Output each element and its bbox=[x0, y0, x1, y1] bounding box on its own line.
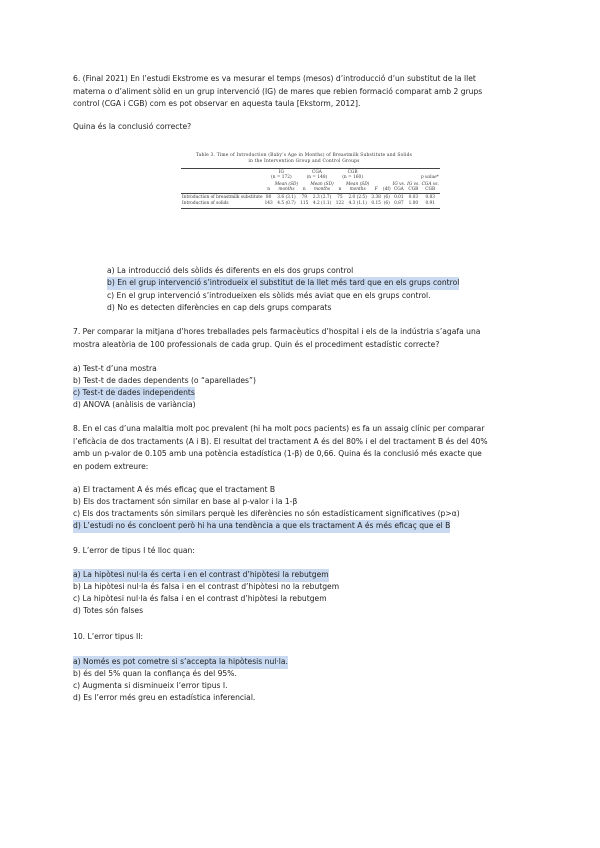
col-cga-vs: CGA vs. bbox=[421, 181, 439, 187]
cell: 1.00 bbox=[406, 201, 421, 208]
q6-stem-line: control (CGA i CGB) com es pot observar en aquesta taula [Ekstorm, 2012]. bbox=[73, 99, 361, 108]
q9-option-b: b) La hipòtesi nul·la és falsa i en el contrast d’hipòtesi no la rebutgem bbox=[73, 582, 340, 591]
col-f: F bbox=[374, 187, 378, 193]
cell: 80 bbox=[265, 194, 272, 200]
col-cgb: CGB bbox=[425, 187, 436, 193]
results-table bbox=[181, 168, 440, 209]
cgb-n-header: (n = 160) bbox=[342, 175, 363, 181]
col-ig-vs: IG vs. bbox=[392, 181, 406, 187]
q7-stem-line: 7. Per comparar la mitjana d’hores treballades pels farmacèutics d’hospital i els de la indústria s’agafa una bbox=[73, 327, 481, 336]
q10-option-c: c) Augmenta si disminueix l’error tipus I. bbox=[73, 681, 228, 690]
cell: 115 bbox=[300, 201, 309, 207]
q7-option-b: b) Test-t de dades dependents (o “aparellades”) bbox=[73, 376, 256, 385]
col-n: n bbox=[299, 181, 309, 194]
cell: 4.5 (0.7) bbox=[274, 201, 299, 208]
cell: 79 bbox=[301, 194, 307, 200]
col-n: n bbox=[264, 181, 274, 194]
cell: (6) bbox=[383, 201, 390, 207]
q8-stem-line: amb un p-valor de 0.105 amb una potència estadística (1-β) de 0,66. Quina és la conclusió més exacte que bbox=[73, 449, 482, 458]
ig-n-header: (n = 172) bbox=[271, 175, 292, 181]
q6-stem-line: 6. (Final 2021) En l’estudi Ekstrome es va mesurar el temps (mesos) d’introducció d’un substitut de la llet bbox=[73, 74, 476, 83]
col-cgb: CGB bbox=[408, 187, 419, 193]
table-caption-line: Table 3. Time of Introduction (Baby’s Age in Months) of Breastmilk Substitute and Solids bbox=[195, 153, 413, 158]
q9-option-d: d) Totes són falses bbox=[73, 606, 144, 615]
col-mean-sd: Mean (SD) bbox=[345, 181, 370, 187]
q7-stem-line: mostra aleatòria de 100 professionals de cada grup. Quin és el procediment estadístic correcte? bbox=[73, 339, 440, 349]
cell: 143 bbox=[264, 201, 273, 207]
q7-option-d: d) ANOVA (anàlisis de variància) bbox=[73, 400, 196, 409]
q7-option-c-highlighted: c) Test-t de dades independents bbox=[73, 387, 195, 400]
col-months: months bbox=[278, 187, 295, 193]
col-months: months bbox=[313, 187, 331, 193]
cell: 75 bbox=[337, 194, 343, 200]
q8-stem-line: l’eficàcia de dos tractaments (A i B). El resultat del tractament A és del 80% i el del tractament B és del 40% bbox=[73, 436, 488, 446]
col-cga: CGA bbox=[393, 187, 404, 193]
q10-option-b: b) és del 5% quan la confiança és del 95%. bbox=[73, 669, 237, 678]
q6-stem bbox=[73, 73, 523, 111]
cgb-header: CGB bbox=[347, 169, 358, 175]
q6-question: Quina és la conclusió correcte? bbox=[73, 122, 192, 131]
cell: 4.2 (1.1) bbox=[309, 201, 334, 208]
table-header-row bbox=[181, 169, 440, 182]
cell: 2.0 (2.5) bbox=[348, 194, 367, 200]
q6-option-d: d) No es detecten diferències en cap dels grups comparats bbox=[107, 303, 332, 312]
q6-option-b-highlighted: b) En el grup intervenció s’introdueix el substitut de la llet més tard que en els grups control bbox=[107, 277, 459, 290]
col-mean-sd: Mean (SD) bbox=[310, 181, 334, 187]
q6-option-c: c) En el grup intervenció s’introdueixen els sòlids més aviat que en els grups control. bbox=[107, 291, 431, 300]
col-mean-sd: Mean (SD) bbox=[274, 181, 299, 187]
cell: 3.6 (3.1) bbox=[277, 194, 296, 200]
table-subheader-row bbox=[181, 181, 440, 194]
q8-option-c: c) Els dos tractaments són similars perquè les diferències no són estadísticament significatives (p>α) bbox=[73, 509, 460, 518]
table-caption bbox=[181, 153, 427, 165]
cell: 0.91 bbox=[421, 201, 440, 208]
q8-option-b: b) Els dos tractament són similar en base al p-valor i la 1-β bbox=[73, 497, 298, 506]
cell: 4.3 (1.1) bbox=[345, 201, 370, 208]
cga-header: CGA bbox=[312, 169, 322, 175]
q8-option-d-highlighted: d) L’estudi no és concloent però hi ha una tendència a que els tractament A és més eficaç que el B bbox=[73, 520, 450, 533]
cell: 3.38 bbox=[371, 194, 381, 200]
q7-option-a: a) Test-t d’una mostra bbox=[73, 364, 157, 373]
q8-stem-line: 8. En el cas d’una malaltia molt poc prevalent (hi ha molt pocs pacients) es fa un assaig clínic per comparar bbox=[73, 424, 485, 433]
q9-option-c: c) La hipòtesi nul·la és falsa i en el contrast d’hipòtesi la rebutgem bbox=[73, 594, 327, 603]
row-label: Introduction of breastmilk substitute bbox=[182, 194, 263, 200]
q10-option-a-highlighted: a) Només es pot cometre si s’accepta la hipòtesis nul·la. bbox=[73, 656, 288, 669]
q7-stem bbox=[73, 326, 523, 351]
q9-title: 9. L’error de tipus I té lloc quan: bbox=[73, 546, 195, 555]
q8-stem bbox=[73, 423, 523, 473]
col-months: months bbox=[349, 187, 366, 193]
cell: 0.15 bbox=[371, 201, 381, 207]
row-label: Introduction of solids bbox=[181, 201, 264, 208]
q6-stem-line: materna o d’aliment sòlid en un grup intervenció (IG) de mares que rebien formació comparat amb 2 grups bbox=[73, 86, 483, 96]
col-n: n bbox=[335, 181, 345, 194]
table-caption-line: in the Intervention Group and Control Groups bbox=[248, 159, 360, 164]
q9-option-a-highlighted: a) La hipòtesi nul·la és certa i en el contrast d’hipòtesi la rebutgem bbox=[73, 569, 329, 582]
q8-stem-line: en podem extreure: bbox=[73, 461, 149, 471]
cell: 0.03 bbox=[408, 194, 419, 200]
cga-n-header: (n = 148) bbox=[306, 175, 328, 181]
ig-header: IG bbox=[278, 169, 284, 175]
q6-option-a: a) La introducció dels sòlids és diferents en els dos grups control bbox=[107, 266, 354, 275]
col-df: (df) bbox=[382, 181, 392, 194]
results-table-figure bbox=[181, 153, 439, 209]
cell: 2.3 (2.7) bbox=[312, 194, 332, 200]
cell: (6) bbox=[383, 194, 390, 200]
cell: 0.83 bbox=[425, 194, 436, 200]
cell: 0.87 bbox=[392, 201, 407, 208]
p-value-header: p value* bbox=[420, 175, 439, 181]
cell: 0.01 bbox=[394, 194, 404, 200]
q8-option-a: a) El tractament A és més eficaç que el tractament B bbox=[73, 485, 276, 494]
cell: 122 bbox=[335, 201, 344, 207]
table-row bbox=[181, 194, 440, 201]
q10-title: 10. L’error tipus II: bbox=[73, 632, 144, 641]
q10-option-d: d) Es l’error més greu en estadística inferencial. bbox=[73, 693, 256, 702]
table-row bbox=[181, 201, 440, 208]
col-ig-vs: IG vs. bbox=[407, 181, 420, 187]
